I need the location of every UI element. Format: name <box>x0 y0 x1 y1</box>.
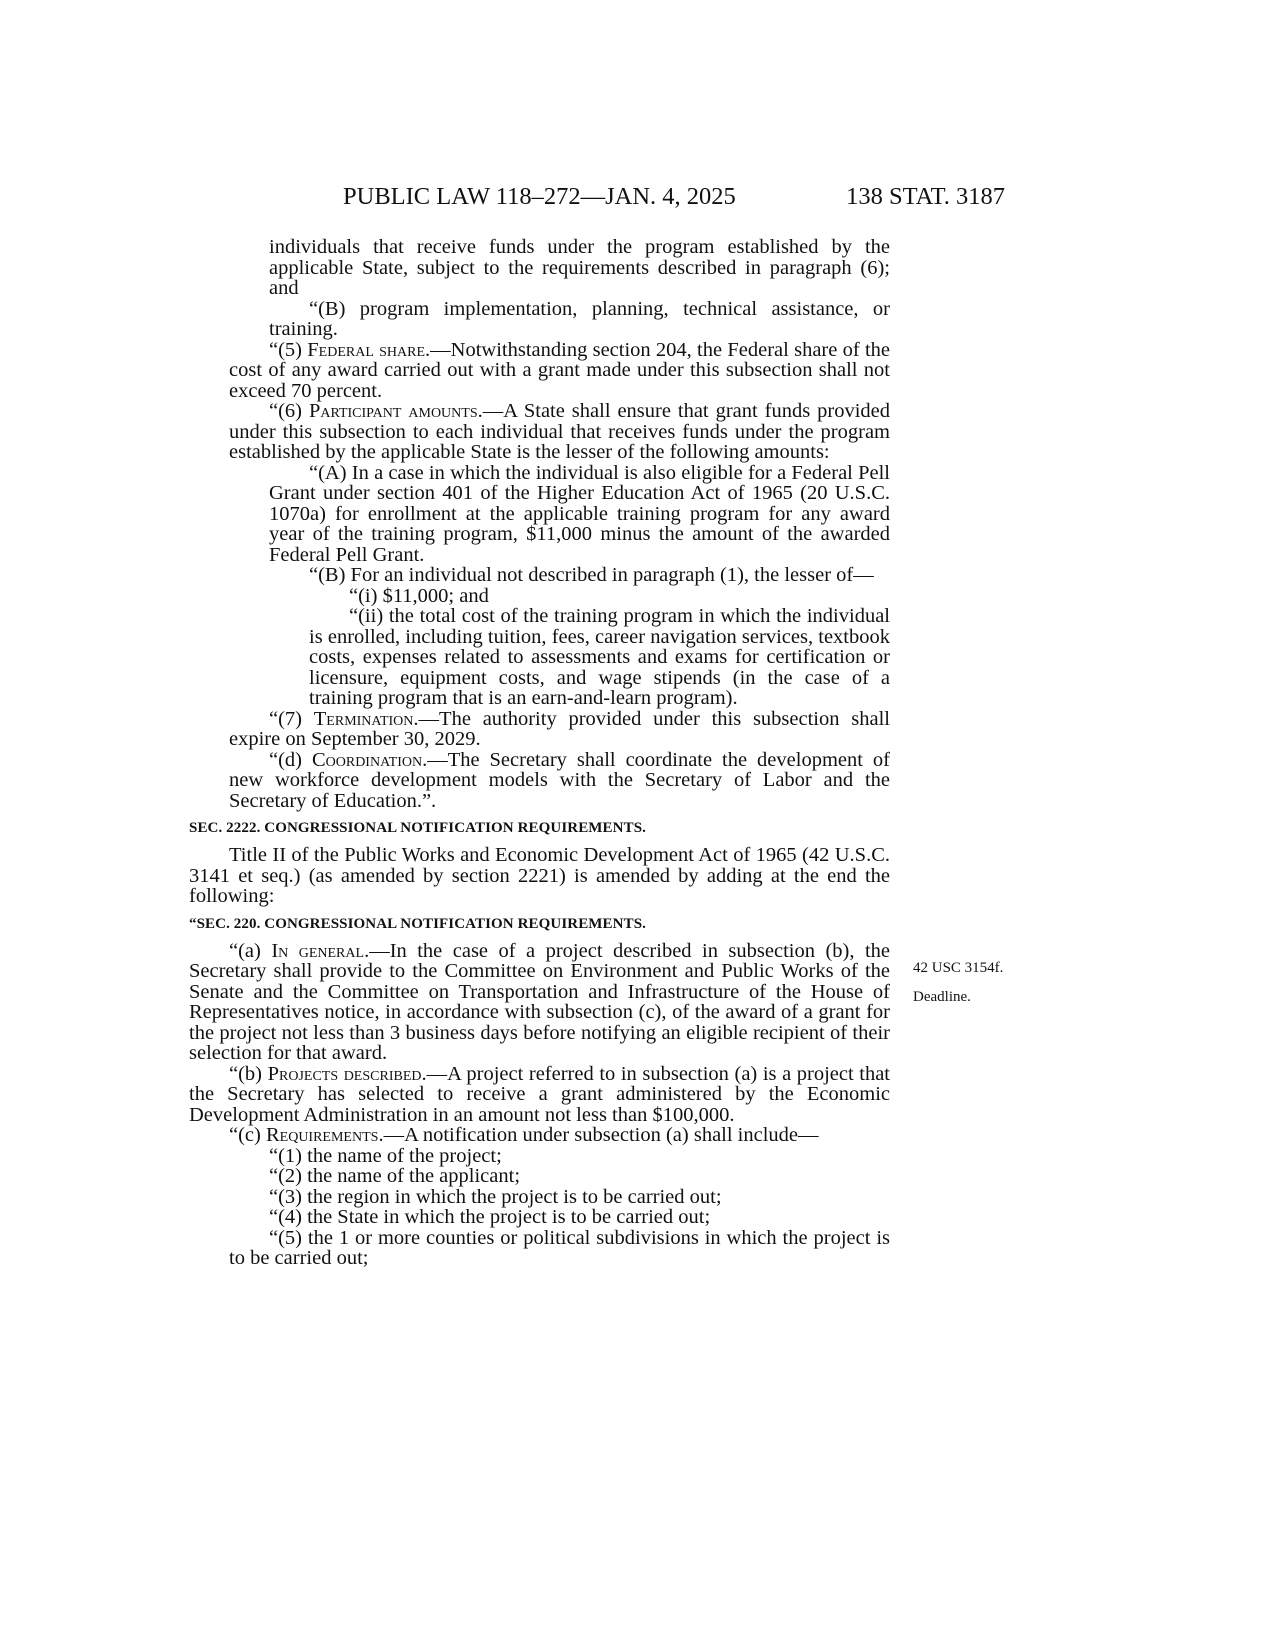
page-number: 138 STAT. 3187 <box>846 183 1005 210</box>
paragraph: “(1) the name of the project; <box>269 1144 502 1167</box>
paragraph: “(2) the name of the applicant; <box>269 1165 521 1187</box>
running-head: PUBLIC LAW 118–272—JAN. 4, 2025 <box>343 183 736 210</box>
margin-note-usc: 42 USC 3154f. <box>913 960 1004 976</box>
paragraph: “(b) Projects described.—A project referred to in subsection (a) is a project that the Secretary has selected to receive a grant administered by the Economic Development Administration in an amount not less than $100,000. <box>189 1062 891 1126</box>
paragraph: individuals that receive funds under the program established by the applicable State, subject to the requirements described in paragraph (6); and <box>269 236 890 299</box>
paragraph: “(4) the State in which the project is to be carried out; <box>269 1206 711 1228</box>
document-body <box>189 236 891 1269</box>
paragraph: “(A) In a case in which the individual is also eligible for a Federal Pell Grant under section 401 of the Higher Education Act of 1965 (20 U.S.C. 1070a) for enrollment at the applicable training program for any award year of the training program, $11,000 minus the amount of the awarded Federal Pell Grant. <box>269 461 890 566</box>
margin-note-deadline: Deadline. <box>913 989 971 1005</box>
paragraph: “(B) For an individual not described in paragraph (1), the lesser of— <box>309 564 874 586</box>
paragraph: “(ii) the total cost of the training program in which the individual is enrolled, including tuition, fees, career navigation services, textbook costs, expenses related to assessments and exams for certification or licensure, equipment costs, and wage stipends (in the case of a training program that is an earn-and-learn program). <box>309 605 890 709</box>
paragraph: Title II of the Public Works and Economic Development Act of 1965 (42 U.S.C. 3141 et seq.) (as amended by section 2221) is amended by adding at the end the following: <box>189 844 890 907</box>
paragraph: “(5) the 1 or more counties or political subdivisions in which the project is to be carried out; <box>229 1226 890 1269</box>
paragraph: “(B) program implementation, planning, technical assistance, or training. <box>269 297 890 340</box>
paragraph: “(7) Termination.—The authority provided under this subsection shall expire on September 30, 2029. <box>229 707 890 750</box>
paragraph: “(i) $11,000; and <box>349 584 489 607</box>
section-heading: SEC. 2222. CONGRESSIONAL NOTIFICATION REQUIREMENTS. <box>189 820 646 836</box>
paragraph: “(c) Requirements.—A notification under subsection (a) shall include— <box>229 1124 819 1146</box>
section-heading: “SEC. 220. CONGRESSIONAL NOTIFICATION REQUIREMENTS. <box>189 915 646 932</box>
page-header <box>343 183 1005 217</box>
paragraph: “(6) Participant amounts.—A State shall ensure that grant funds provided under this subsection to each individual that receives funds under the program established by the applicable State is the lesser of the following amounts: <box>229 400 890 463</box>
paragraph: “(d) Coordination.—The Secretary shall coordinate the development of new workforce development models with the Secretary of Labor and the Secretary of Education.”. <box>229 748 890 812</box>
paragraph: “(5) Federal share.—Notwithstanding section 204, the Federal share of the cost of any award carried out with a grant made under this subsection shall not exceed 70 percent. <box>229 338 890 402</box>
paragraph: “(a) In general.—In the case of a project described in subsection (b), the Secretary shall provide to the Committee on Environment and Public Works of the Senate and the Committee on Transportation and Infrastructure of the House of Representatives notice, in accordance with subsection (c), of the award of a grant for the project not less than 3 business days before notifying an eligible recipient of their selection for that award. <box>189 939 890 1064</box>
paragraph: “(3) the region in which the project is to be carried out; <box>269 1185 722 1208</box>
